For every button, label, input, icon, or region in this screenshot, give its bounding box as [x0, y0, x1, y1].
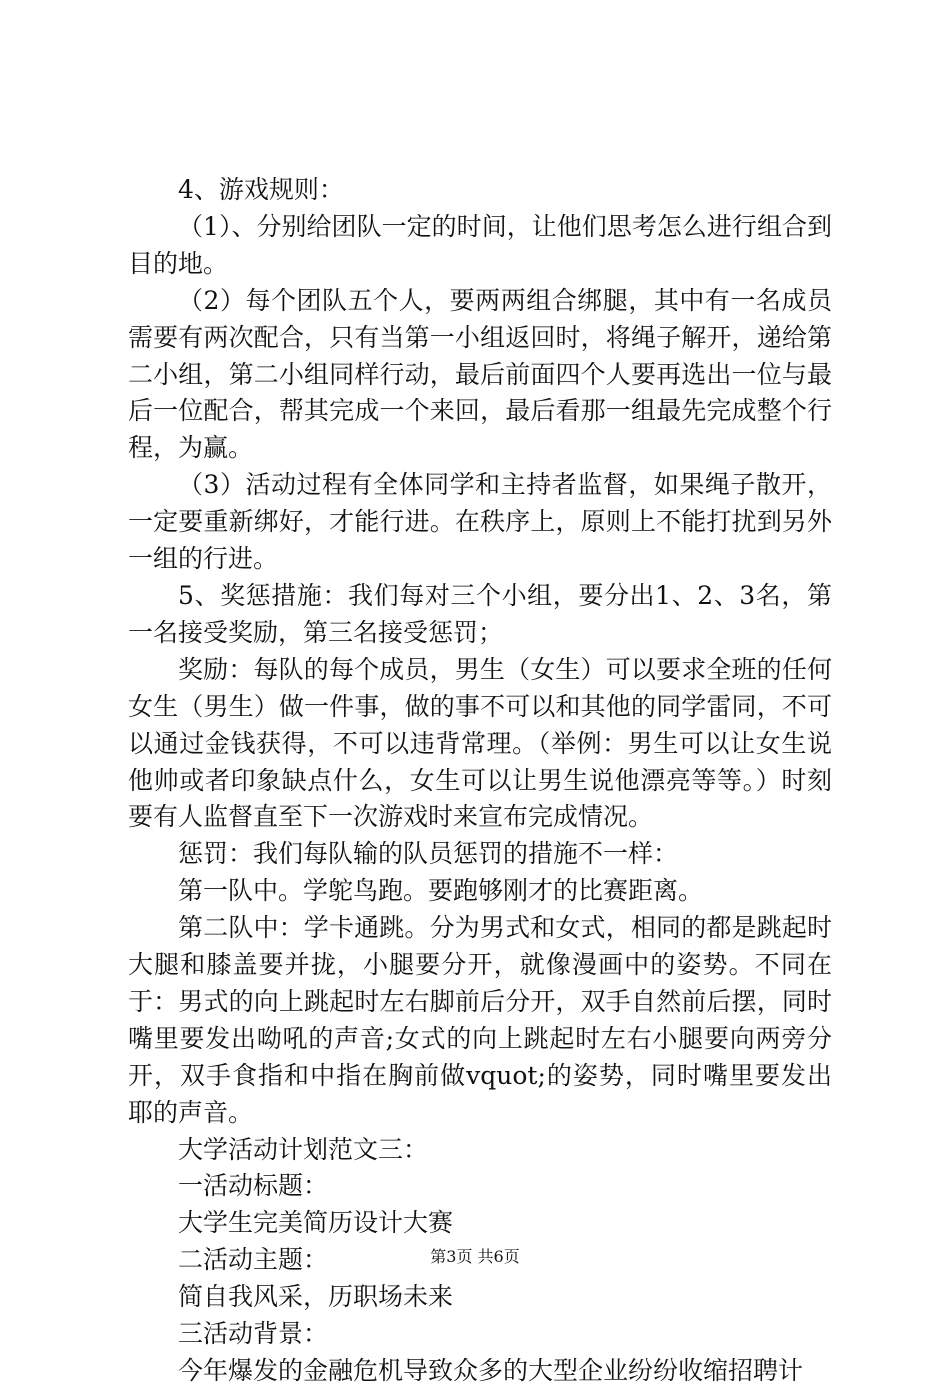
paragraph-reward: 奖励：每队的每个成员，男生（女生）可以要求全班的任何女生（男生）做一件事，做的事不可以和其他的同学雷同，不可以通过金钱获得，不可以违背常理。（举例：男生可以让女生说他帅或者印象缺点什么，女生可以让男生说他漂亮等等。）时刻要有人监督直至下一次游戏时来宣布完成情况。: [128, 654, 832, 832]
paragraph-rewards-heading: 5、奖惩措施：我们每对三个小组，要分出1、2、3名，第一名接受奖励，第三名接受惩罚；: [128, 580, 832, 647]
paragraph-team-1: 第一队中。学鸵鸟跑。要跑够刚才的比赛距离。: [178, 876, 704, 906]
page-number-footer: 第3页 共6页: [430, 1247, 520, 1266]
paragraph-sample-3-title: 大学活动计划范文三：: [178, 1134, 429, 1164]
paragraph-activity-title: 大学生完美简历设计大赛: [178, 1208, 454, 1238]
paragraph-activity-theme: 简自我风采，历职场未来: [178, 1282, 454, 1312]
paragraph-rule-1: （1）、分别给团队一定的时间，让他们思考怎么进行组合到目的地。: [128, 211, 832, 278]
paragraph-penalty: 惩罚：我们每队输的队员惩罚的措施不一样：: [178, 839, 679, 869]
paragraph-rule-3: （3）活动过程有全体同学和主持者监督，如果绳子散开，一定要重新绑好，才能行进。在秩序上，原则上不能打扰到另外一组的行进。: [128, 470, 832, 574]
paragraph-activity-title-label: 一活动标题：: [178, 1171, 329, 1201]
paragraph-team-2: 第二队中：学卡通跳。分为男式和女式，相同的都是跳起时大腿和膝盖要并拢，小腿要分开，就像漫画中的姿势。不同在于：男式的向上跳起时左右脚前后分开，双手自然前后摆，同时嘴里要发出呦吼的声音;女式的向上跳起时左右小腿要向两旁分开，双手食指和中指在胸前做vquot;的姿势，同时嘴里要发出耶的声音。: [128, 913, 832, 1127]
paragraph-rule-2: （2）每个团队五个人，要两两组合绑腿，其中有一名成员需要有两次配合，只有当第一小组返回时，将绳子解开，递给第二小组，第二小组同样行动，最后前面四个人要再选出一位与最后一位配合，帮其完成一个来回，最后看那一组最先完成整个行程，为赢。: [128, 285, 832, 463]
document-body: [128, 172, 832, 1390]
paragraph-activity-background: 今年爆发的金融危机导致众多的大型企业纷纷收缩招聘计: [178, 1356, 804, 1385]
paragraph-activity-theme-label: 二活动主题：: [178, 1245, 329, 1275]
paragraph-rules-heading: 4、游戏规则：: [178, 175, 344, 204]
paragraph-activity-background-label: 三活动背景：: [178, 1319, 329, 1349]
